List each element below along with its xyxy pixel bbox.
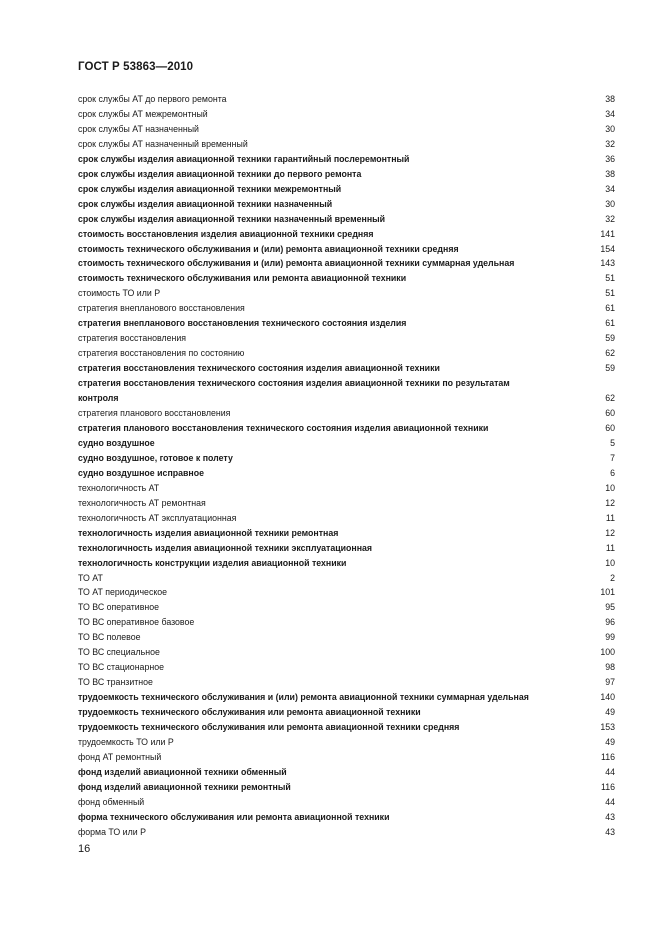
index-term: стратегия внепланового восстановления технического состояния изделия xyxy=(78,318,407,329)
index-entry xyxy=(78,675,615,690)
index-page-ref: 153 xyxy=(600,722,615,733)
index-page-ref: 97 xyxy=(605,677,615,688)
index-entry xyxy=(78,421,615,436)
index-page-ref: 99 xyxy=(605,632,615,643)
index-term: трудоемкость технического обслуживания или ремонта авиационной техники средняя xyxy=(78,722,460,733)
index-page-ref: 61 xyxy=(605,303,615,314)
index-page-ref: 51 xyxy=(605,288,615,299)
index-page-ref: 32 xyxy=(605,213,615,224)
index-entry xyxy=(78,526,615,541)
index-term: форма ТО или Р xyxy=(78,826,146,837)
index-page-ref: 6 xyxy=(610,467,615,478)
index-entry xyxy=(78,645,615,660)
index-entry xyxy=(78,271,615,286)
index-page-ref: 11 xyxy=(605,512,615,523)
index-term: срок службы изделия авиационной техники до первого ремонта xyxy=(78,168,362,179)
index-entry xyxy=(78,167,615,182)
index-entry xyxy=(78,376,615,406)
index-entry xyxy=(78,720,615,735)
index-page-ref: 154 xyxy=(600,243,615,254)
index-term: технологичность АТ эксплуатационная xyxy=(78,512,237,523)
index-term: срок службы АТ до первого ремонта xyxy=(78,94,227,104)
index-term: технологичность АТ ремонтная xyxy=(78,497,206,508)
index-term: срок службы АТ назначенный временный xyxy=(78,138,248,149)
index-term: стратегия восстановления xyxy=(78,333,187,344)
index-term: судно воздушное, готовое к полету xyxy=(78,452,233,463)
index-page-ref: 62 xyxy=(605,393,615,404)
index-entry xyxy=(78,735,615,750)
index-entry xyxy=(78,795,615,810)
index-term: стратегия внепланового восстановления xyxy=(78,303,245,314)
index-entry xyxy=(78,660,615,675)
index-term: ТО АТ xyxy=(78,572,103,583)
index-term: срок службы изделия авиационной техники межремонтный xyxy=(78,183,342,194)
index-entry xyxy=(78,137,615,152)
index-page-ref: 49 xyxy=(605,736,615,747)
index-page-ref: 59 xyxy=(605,333,615,344)
index-entry xyxy=(78,615,615,630)
page-number: 16 xyxy=(78,843,91,855)
index-term: стоимость технического обслуживания и (или) ремонта авиационной техники средняя xyxy=(78,243,459,254)
index-entry xyxy=(78,212,615,227)
index-page-ref: 96 xyxy=(605,617,615,628)
index-term: трудоемкость технического обслуживания и (или) ремонта авиационной техники суммарная удельная xyxy=(78,692,529,703)
index-page-ref: 5 xyxy=(610,437,615,448)
index-entry xyxy=(78,825,615,840)
index-term: стратегия восстановления по состоянию xyxy=(78,348,245,359)
index-entry xyxy=(78,556,615,571)
index-term: технологичность изделия авиационной техники ремонтная xyxy=(78,527,339,538)
index-term: срок службы изделия авиационной техники назначенный xyxy=(78,198,333,209)
index-entry xyxy=(78,227,615,242)
index-term: ТО ВС оперативное xyxy=(78,602,160,613)
index-entry xyxy=(78,780,615,795)
index-entry xyxy=(78,585,615,600)
index-term: стоимость ТО или Р xyxy=(78,288,161,299)
index-page-ref: 34 xyxy=(605,183,615,194)
index-entry xyxy=(78,541,615,556)
index-term-continuation: контроля xyxy=(78,393,119,404)
index-page-ref: 12 xyxy=(605,527,615,538)
index-page-ref: 10 xyxy=(605,557,615,568)
index-entry xyxy=(78,152,615,167)
index-page-ref: 12 xyxy=(605,497,615,508)
index-term: стратегия восстановления технического состояния изделия авиационной техники xyxy=(78,363,440,374)
index-page-ref: 2 xyxy=(610,572,615,583)
index-page-ref: 60 xyxy=(605,408,615,419)
index-term: фонд изделий авиационной техники ремонтный xyxy=(78,781,291,792)
index-entry xyxy=(78,705,615,720)
index-page-ref: 51 xyxy=(605,273,615,284)
alphabetical-index xyxy=(78,92,615,840)
index-term: фонд АТ ремонтный xyxy=(78,751,162,762)
index-term: срок службы АТ межремонтный xyxy=(78,108,208,119)
index-entry xyxy=(78,600,615,615)
index-entry xyxy=(78,331,615,346)
index-entry xyxy=(78,197,615,212)
index-page-ref: 43 xyxy=(605,811,615,822)
index-page-ref: 11 xyxy=(605,542,615,553)
index-page-ref: 10 xyxy=(605,482,615,493)
index-page-ref: 101 xyxy=(600,587,615,598)
index-entry xyxy=(78,301,615,316)
index-term: ТО ВС оперативное базовое xyxy=(78,617,195,628)
index-page-ref: 98 xyxy=(605,662,615,673)
index-page-ref: 95 xyxy=(605,602,615,613)
index-page-ref: 116 xyxy=(600,781,615,792)
index-page-ref: 38 xyxy=(605,94,615,104)
index-entry xyxy=(78,107,615,122)
index-page-ref: 44 xyxy=(605,766,615,777)
index-entry xyxy=(78,242,615,257)
index-entry xyxy=(78,750,615,765)
index-entry xyxy=(78,182,615,197)
index-entry xyxy=(78,511,615,526)
index-entry xyxy=(78,92,615,107)
index-page-ref: 32 xyxy=(605,138,615,149)
index-page-ref: 30 xyxy=(605,198,615,209)
index-entry xyxy=(78,316,615,331)
index-term: трудоемкость ТО или Р xyxy=(78,736,174,747)
index-term: стратегия планового восстановления технического состояния изделия авиационной техники xyxy=(78,422,489,433)
index-page-ref: 141 xyxy=(600,228,615,239)
index-page-ref: 34 xyxy=(605,108,615,119)
index-entry xyxy=(78,361,615,376)
index-entry xyxy=(78,122,615,137)
index-term: стратегия восстановления технического состояния изделия авиационной техники по результатам xyxy=(78,378,510,389)
index-entry xyxy=(78,346,615,361)
index-term: фонд изделий авиационной техники обменный xyxy=(78,766,287,777)
index-page-ref: 143 xyxy=(600,258,615,269)
index-page-ref: 43 xyxy=(605,826,615,837)
index-entry xyxy=(78,690,615,705)
index-entry xyxy=(78,810,615,825)
index-page-ref: 61 xyxy=(605,318,615,329)
index-page-ref: 59 xyxy=(605,363,615,374)
index-page-ref: 44 xyxy=(605,796,615,807)
index-term: ТО ВС транзитное xyxy=(78,677,153,688)
index-term: форма технического обслуживания или ремонта авиационной техники xyxy=(78,811,390,822)
index-term: технологичность изделия авиационной техники эксплуатационная xyxy=(78,542,373,553)
index-term: стоимость восстановления изделия авиационной техники средняя xyxy=(78,228,374,239)
index-page-ref: 7 xyxy=(610,452,615,463)
index-term: фонд обменный xyxy=(78,796,145,807)
index-page-ref: 60 xyxy=(605,422,615,433)
index-term: срок службы АТ назначенный xyxy=(78,123,199,134)
index-term: стратегия планового восстановления xyxy=(78,408,231,419)
index-term: технологичность АТ xyxy=(78,482,160,493)
index-term: ТО ВС стационарное xyxy=(78,662,164,673)
index-entry xyxy=(78,256,615,271)
index-page-ref: 100 xyxy=(600,647,615,658)
index-entry xyxy=(78,451,615,466)
index-term: срок службы изделия авиационной техники назначенный временный xyxy=(78,213,386,224)
index-page-ref: 38 xyxy=(605,168,615,179)
index-term: ТО АТ периодическое xyxy=(78,587,168,598)
index-entry xyxy=(78,436,615,451)
index-entry xyxy=(78,406,615,421)
index-page-ref: 49 xyxy=(605,707,615,718)
index-entry xyxy=(78,630,615,645)
index-entry xyxy=(78,481,615,496)
index-entry xyxy=(78,496,615,511)
index-term: стоимость технического обслуживания и (или) ремонта авиационной техники суммарная удельная xyxy=(78,258,515,269)
index-entry xyxy=(78,571,615,586)
index-page-ref: 30 xyxy=(605,123,615,134)
index-entry xyxy=(78,765,615,780)
index-page-ref: 36 xyxy=(605,153,615,164)
index-term: срок службы изделия авиационной техники гарантийный послеремонтный xyxy=(78,153,410,164)
index-term: трудоемкость технического обслуживания или ремонта авиационной техники xyxy=(78,707,421,718)
document-header: ГОСТ Р 53863—2010 xyxy=(78,61,194,73)
index-page-ref: 62 xyxy=(605,348,615,359)
index-entry xyxy=(78,466,615,481)
index-term: судно воздушное xyxy=(78,437,155,448)
index-entry xyxy=(78,286,615,301)
index-term: судно воздушное исправное xyxy=(78,467,205,478)
index-page-ref: 116 xyxy=(600,751,615,762)
index-term: технологичность конструкции изделия авиационной техники xyxy=(78,557,347,568)
index-term: ТО ВС полевое xyxy=(78,632,141,643)
index-page-ref: 140 xyxy=(600,692,615,703)
index-term: ТО ВС специальное xyxy=(78,647,160,658)
index-term: стоимость технического обслуживания или ремонта авиационной техники xyxy=(78,273,407,284)
